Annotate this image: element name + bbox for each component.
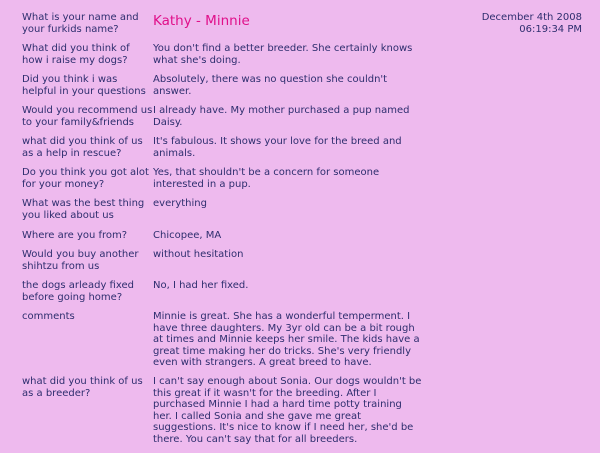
entry-row-helpful — [22, 74, 423, 97]
question-label: What did you think of how i raise my dogs? — [22, 43, 130, 66]
question-label: Where are you from? — [22, 230, 128, 241]
entry-row-comments — [22, 311, 423, 369]
answer-text: Absolutely, there was no question she couldn't answer. — [153, 74, 388, 97]
question-label: comments — [22, 311, 75, 322]
entry-row-raise — [22, 43, 423, 66]
question-label: What was the best thing you liked about us — [22, 198, 145, 221]
entry-row-recommend — [22, 105, 423, 128]
question-label: Would you recommend us to your family&friends — [22, 105, 153, 128]
answer-text: without hesitation — [153, 249, 244, 260]
question-label: Would you buy another shihtzu from us — [22, 249, 139, 272]
date-text: December 4th 2008 — [481, 12, 582, 23]
time-text: 06:19:34 PM — [519, 23, 582, 35]
date-stamp — [422, 12, 582, 35]
entry-row-rescue — [22, 136, 423, 159]
question-label: Do you think you got alot for your money? — [22, 167, 149, 190]
entry-row-buy-again — [22, 249, 423, 272]
answer-text: I already have. My mother purchased a pup named Daisy. — [153, 105, 410, 128]
entry-row-location — [22, 230, 423, 242]
entry-row-name — [22, 12, 423, 35]
answer-text: everything — [153, 198, 207, 209]
answer-text: I can't say enough about Sonia. Our dogs wouldn't be this great if it wasn't for the breeding. After I purchased Minnie I had a hard time potty training her. I called Sonia and she gave me great suggestions. It's nice to know if I need her, she'd be there. You can't say that for all breeders. — [153, 376, 422, 445]
answer-text: Yes, that shouldn't be a concern for someone interested in a pup. — [153, 167, 380, 190]
answer-text: Chicopee, MA — [153, 230, 222, 241]
answer-text: No, I had her fixed. — [153, 280, 249, 291]
entry-row-money — [22, 167, 423, 190]
question-label: What is your name and your furkids name? — [22, 12, 139, 35]
question-label: what did you think of us as a breeder? — [22, 376, 143, 399]
question-label: Did you think i was helpful in your questions — [22, 74, 146, 97]
question-label: what did you think of us as a help in rescue? — [22, 136, 143, 159]
entry-row-best — [22, 198, 423, 221]
entry-row-fixed — [22, 280, 423, 303]
answer-name: Kathy - Minnie — [153, 13, 250, 29]
answer-text: Minnie is great. She has a wonderful temperment. I have three daughters. My 3yr old can be a bit rough at times and Minnie keeps her smile. The kids have a great time making her do tricks. She's very friendly even with strangers. A great breed to have. — [153, 311, 420, 368]
answer-text: You don't find a better breeder. She certainly knows what she's doing. — [153, 43, 413, 66]
answer-text: It's fabulous. It shows your love for the breed and animals. — [153, 136, 402, 159]
entry-row-breeder — [22, 376, 423, 445]
question-label: the dogs arleady fixed before going home? — [22, 280, 134, 303]
